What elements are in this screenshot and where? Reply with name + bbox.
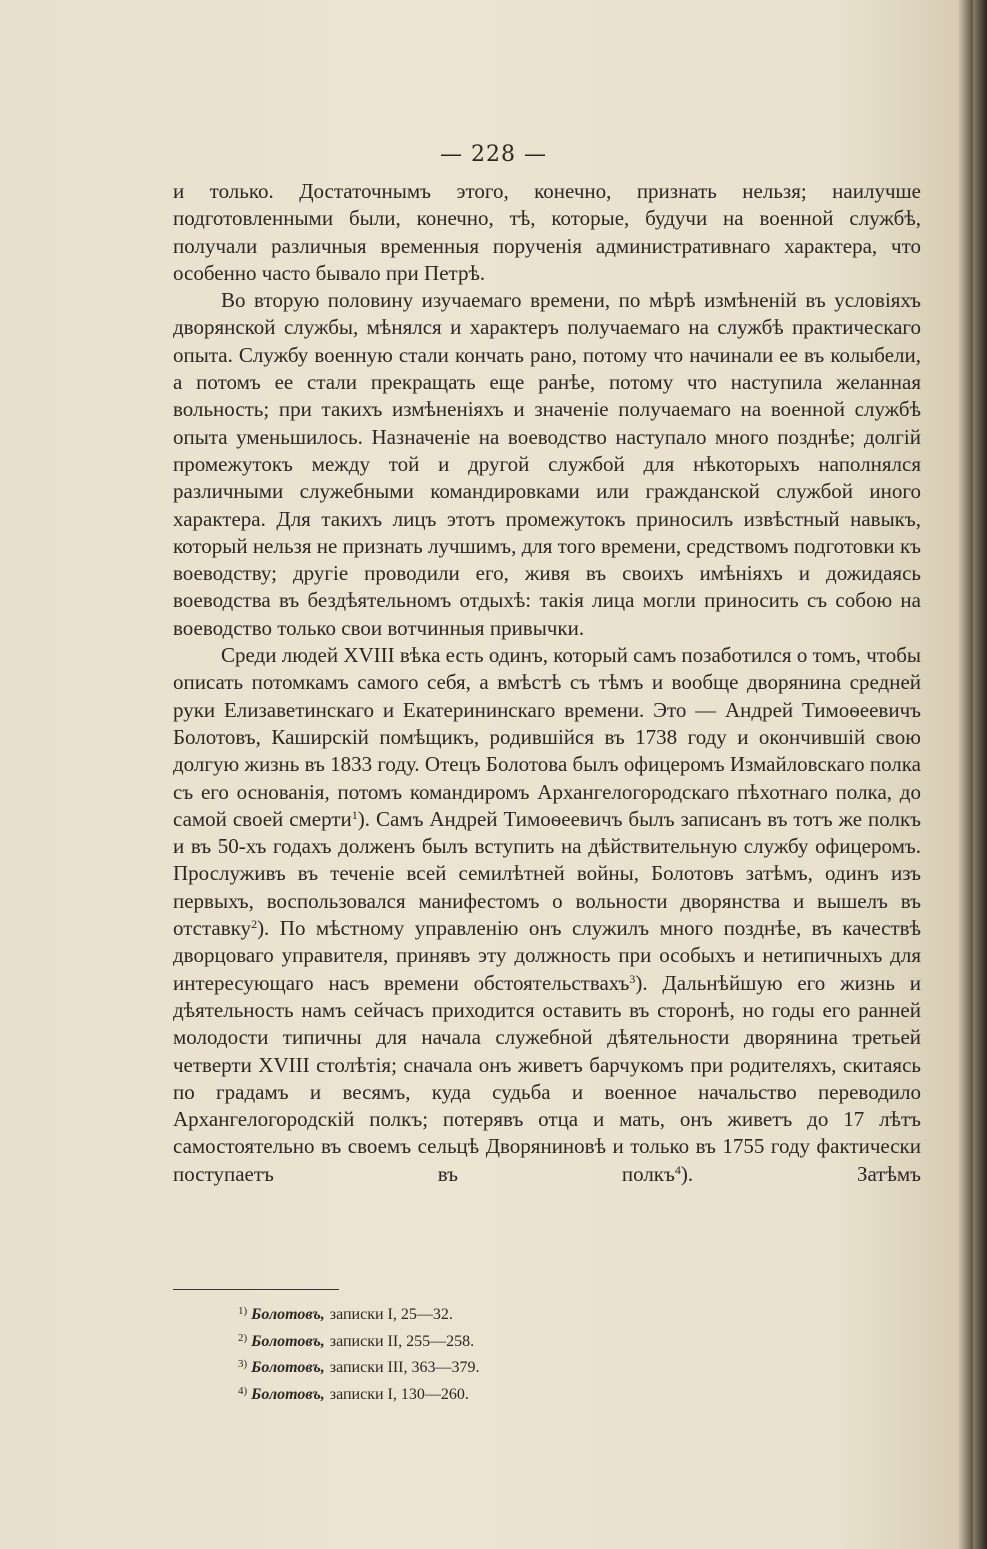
footnote-3 xyxy=(238,1353,838,1380)
footnote-mark: 3) xyxy=(238,1358,248,1370)
footnote-2 xyxy=(238,1327,838,1354)
paragraph-1-text: и только. Достаточнымъ этого, конечно, признать нельзя; наилучше подготовленными были, конечно, тѣ, которые, будучи на военной службѣ, получали различныя временныя порученія административнаго характера, что особенно часто бывало при Петрѣ. xyxy=(173,179,921,285)
footnote-ref-4: 4 xyxy=(674,1162,681,1177)
paragraph-3-text-e: ). Затѣмъ xyxy=(680,1161,921,1186)
body-text xyxy=(173,178,921,1188)
footnote-text: записки III, 363—379. xyxy=(329,1359,480,1376)
paragraph-2 xyxy=(173,287,921,642)
footnote-author: Болотовъ, xyxy=(251,1332,325,1350)
footnote-text: записки I, 130—260. xyxy=(329,1385,469,1403)
paragraph-3 xyxy=(173,642,921,1188)
footnote-author: Болотовъ, xyxy=(251,1385,325,1403)
footnote-1 xyxy=(238,1300,838,1327)
footnote-ref-1: 1 xyxy=(351,807,358,822)
book-spine-shadow xyxy=(973,0,987,1549)
footnote-ref-3: 3 xyxy=(629,971,636,986)
footnote-ref-2: 2 xyxy=(251,917,258,932)
footnote-mark: 4) xyxy=(238,1384,248,1397)
footnote-separator xyxy=(173,1289,339,1290)
footnote-text: записки II, 255—258. xyxy=(329,1332,475,1350)
footnote-author: Болотовъ, xyxy=(251,1306,325,1323)
footnote-mark: 1) xyxy=(238,1305,248,1317)
footnote-text: записки I, 25—32. xyxy=(329,1306,453,1323)
paragraph-2-text: Во вторую половину изучаемаго времени, по мѣрѣ измѣненій въ условіяхъ дворянской службы, мѣнялся и характеръ получаемаго на службѣ практическаго опыта. Службу военную стали кончать рано, потому что начинали ее въ колыбели, а потомъ ее стали прекращать еще ранѣе, потому что наступила желанная вольность; при такихъ измѣненіяхъ и значеніе получаемаго на военной службѣ опыта уменьшилось. Назначеніе на воеводство наступало много позднѣе; долгій промежутокъ между той и другой службой для нѣкоторыхъ наполнялся различными служебными командировками или гражданской службой иного характера. Для такихъ лицъ этотъ промежутокъ приносилъ извѣстный навыкъ, который нельзя не признать лучшимъ, для того времени, средствомъ подготовки къ воеводству; другіе проводили его, живя въ своихъ имѣніяхъ и дожидаясь воеводства въ бездѣятельномъ отдыхѣ: такія лица могли приносить съ собою на воеводство только свои вотчинныя привычки. xyxy=(173,288,921,640)
page-number: — 228 — xyxy=(440,142,547,167)
footnote-mark: 2) xyxy=(238,1331,248,1344)
footnote-author: Болотовъ, xyxy=(251,1359,325,1376)
paragraph-3-text-b: ). Самъ Андрей Тимоѳеевичъ былъ записанъ въ тотъ же полкъ и въ 50-хъ годахъ долженъ былъ вступить на дѣйствительную службу офицеромъ. Прослуживъ въ теченіе всей семилѣтней войны, Болотовъ затѣмъ, одинъ изъ первыхъ, воспользовался манифестомъ о вольности дворянства и вышелъ въ отставку xyxy=(173,806,922,941)
paragraph-3-text-a: Среди людей XVIII вѣка есть одинъ, который самъ позаботился о томъ, чтобы описать потомкамъ самого себя, а вмѣстѣ съ тѣмъ и вообще дворянина средней руки Елизаветинскаго и Екатерининскаго времени. Это — Андрей Тимоѳеевичъ Болотовъ, Каширскій помѣщикъ, родившійся въ 1738 году и окончившій свою долгую жизнь въ 1833 году. Отецъ Болотова былъ офицеромъ Измайловскаго полка съ его основанія, потомъ командиромъ Архангелогородскаго пѣхотнаго полка, до самой своей смерти xyxy=(173,643,921,831)
paragraph-1 xyxy=(173,178,921,287)
footnotes xyxy=(238,1300,838,1406)
paragraph-3-text-c: ). По мѣстному управленію онъ служилъ много позднѣе, въ качествѣ дворцоваго управителя, принявъ эту должность при особыхъ и нетипичныхъ для интересующаго насъ времени обстоятельствахъ xyxy=(173,916,921,995)
paragraph-3-text-d: ). Дальнѣйшую его жизнь и дѣятельность намъ сейчасъ приходится оставить въ сторонѣ, но годы его ранней молодости типичны для начала служебной дѣятельности дворянина третьей четверти XVIII столѣтія; сначала онъ живетъ барчукомъ при родителяхъ, скитаясь по градамъ и весямъ, куда судьба и военное начальство переводило Архангелогородскій полкъ; потерявъ отца и мать, онъ живетъ до 17 лѣтъ самостоятельно въ своемъ сельцѣ Дворяниновѣ и только въ 1755 году фактически поступаетъ въ полкъ xyxy=(173,970,921,1186)
footnote-4 xyxy=(238,1380,838,1407)
